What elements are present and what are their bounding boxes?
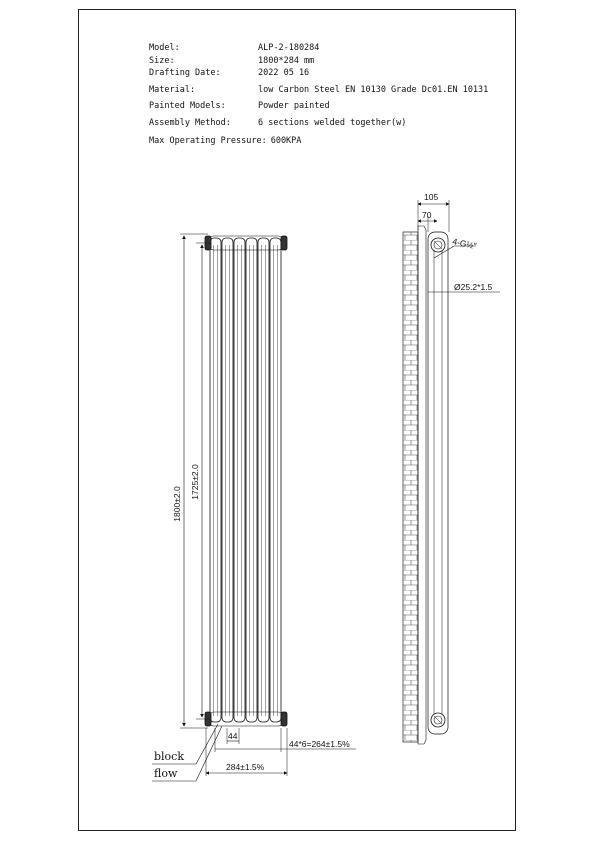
legend-flow: flow [154,767,178,780]
center-height-label: 1725±2.0 [190,464,200,500]
tube-dia-label: Ø25.2*1.5 [454,282,493,292]
pitch-label: 44 [228,731,238,741]
radiator-section-6 [270,238,281,722]
spec-painted-models: Painted Models: Powder painted [149,101,330,111]
bottom-right-plug [281,712,287,726]
side-body [428,232,448,734]
spec-material: Material: low Carbon Steel EN 10130 Grade Dc01.EN 10131 [149,85,489,95]
spec-size: Size: 1800*284 mm [149,56,315,66]
spec-drafting-date: Drafting Date: 2022 05 16 [149,68,310,78]
port-label: 4-G½" [451,236,478,252]
spec-max-pressure: Max Operating Pressure: 600KPA [149,136,302,146]
radiator-section-3 [234,238,245,722]
radiator-sections [210,238,281,722]
legend-block: block [154,750,185,763]
wall-hatch [403,232,418,742]
overall-height-label: 1800±2.0 [172,486,182,522]
pitch-total-label: 44*6=264±1.5% [289,739,350,749]
spec-assembly-method: Assembly Method: 6 sections welded together(w) [149,118,407,128]
wall-bracket [418,226,426,744]
radiator-section-4 [246,238,257,722]
radiator-section-2 [222,238,233,722]
top-right-plug [281,236,287,250]
radiator-section-1 [210,238,221,722]
front-view [152,234,356,781]
depth-inner-label: 70 [422,210,432,220]
spec-model: Model: ALP-2-180284 [149,43,320,53]
radiator-section-5 [258,238,269,722]
depth-total-label: 105 [424,192,439,202]
overall-width-label: 284±1.5% [226,762,265,772]
